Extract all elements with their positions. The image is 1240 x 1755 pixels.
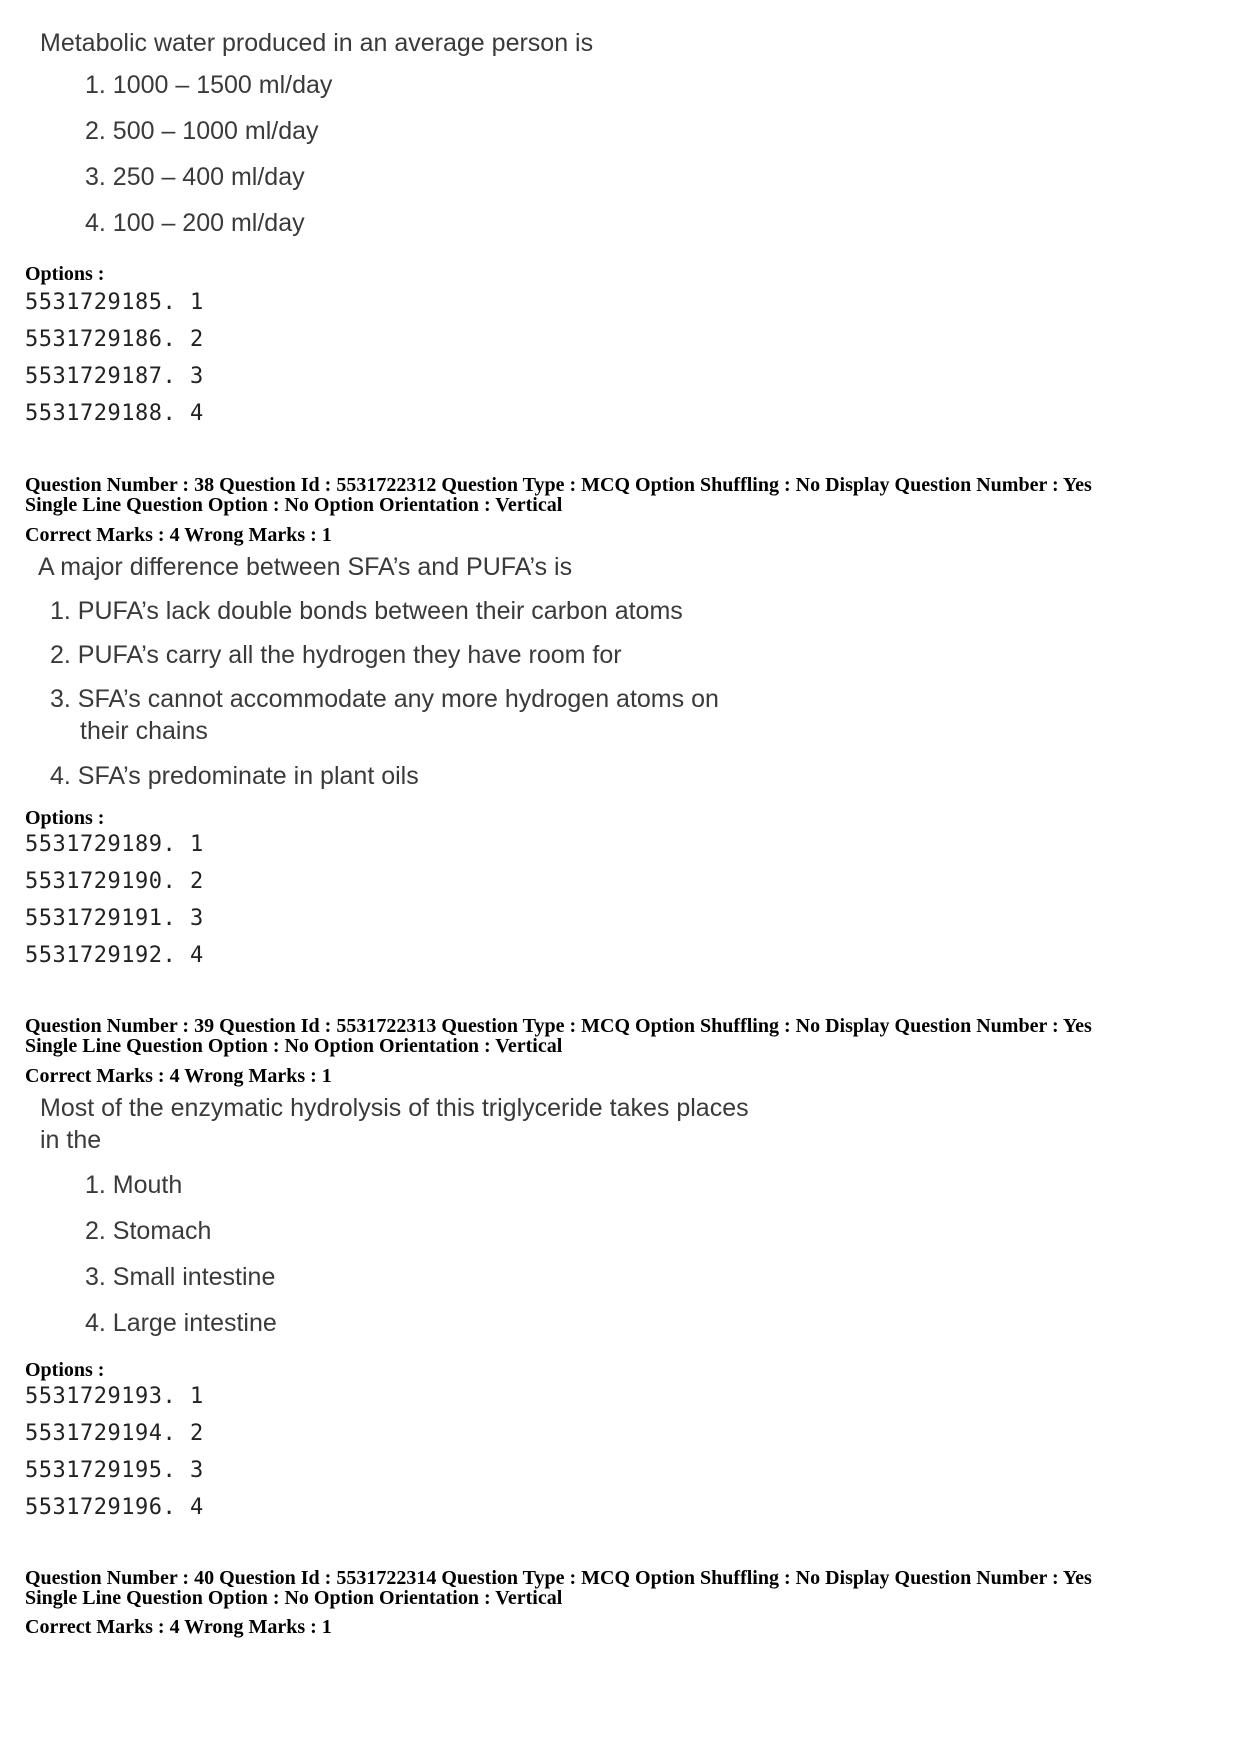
question-38-choice-3: 3. SFA’s cannot accommodate any more hydrogen atoms on	[50, 685, 719, 713]
question-39-header-line2: Single Line Question Option : No Option Orientation : Vertical	[25, 1035, 563, 1057]
question-39-stem-line2: in the	[40, 1126, 102, 1154]
question-37-choice-4: 4. 100 – 200 ml/day	[85, 209, 305, 237]
question-38-header-line1: Question Number : 38 Question Id : 5531722312 Question Type : MCQ Option Shuffling : No Display Question Number : Yes	[25, 474, 1092, 496]
question-39-choice-2: 2. Stomach	[85, 1217, 212, 1245]
question-37-stem: Metabolic water produced in an average person is	[40, 29, 594, 57]
question-38-marks: Correct Marks : 4 Wrong Marks : 1	[25, 524, 332, 546]
question-39-choice-3: 3. Small intestine	[85, 1263, 276, 1291]
question-38-stem: A major difference between SFA’s and PUFA’s is	[38, 553, 573, 581]
question-37-image	[40, 28, 740, 248]
option-id-37-2: 5531729186. 2	[25, 327, 204, 352]
option-id-39-3: 5531729195. 3	[25, 1458, 204, 1483]
question-38-header-line2: Single Line Question Option : No Option Orientation : Vertical	[25, 494, 563, 516]
question-39-stem-line1: Most of the enzymatic hydrolysis of this triglyceride takes places	[40, 1094, 749, 1122]
question-40-marks: Correct Marks : 4 Wrong Marks : 1	[25, 1616, 332, 1638]
option-id-38-1: 5531729189. 1	[25, 832, 204, 857]
option-id-39-4: 5531729196. 4	[25, 1495, 204, 1520]
option-id-39-2: 5531729194. 2	[25, 1421, 204, 1446]
option-id-38-3: 5531729191. 3	[25, 906, 204, 931]
question-38-choice-3-cont: their chains	[80, 717, 208, 745]
question-39-image	[40, 1093, 800, 1343]
question-40-header-line1: Question Number : 40 Question Id : 5531722314 Question Type : MCQ Option Shuffling : No Display Question Number : Yes	[25, 1567, 1092, 1589]
question-39-choice-1: 1. Mouth	[85, 1171, 183, 1199]
option-id-38-4: 5531729192. 4	[25, 943, 204, 968]
option-id-37-1: 5531729185. 1	[25, 290, 204, 315]
question-39-header-line1: Question Number : 39 Question Id : 5531722313 Question Type : MCQ Option Shuffling : No Display Question Number : Yes	[25, 1015, 1092, 1037]
option-id-38-2: 5531729190. 2	[25, 869, 204, 894]
option-id-37-4: 5531729188. 4	[25, 401, 204, 426]
options-label-37: Options :	[25, 263, 105, 285]
option-id-39-1: 5531729193. 1	[25, 1384, 204, 1409]
question-40-header-line2: Single Line Question Option : No Option Orientation : Vertical	[25, 1587, 563, 1609]
question-39-marks: Correct Marks : 4 Wrong Marks : 1	[25, 1065, 332, 1087]
question-37-choice-3: 3. 250 – 400 ml/day	[85, 163, 305, 191]
option-id-37-3: 5531729187. 3	[25, 364, 204, 389]
options-label-38: Options :	[25, 807, 105, 829]
question-38-choice-1: 1. PUFA’s lack double bonds between their carbon atoms	[50, 597, 683, 625]
question-37-choice-1: 1. 1000 – 1500 ml/day	[85, 71, 333, 99]
question-38-choice-4: 4. SFA’s predominate in plant oils	[50, 762, 419, 790]
question-38-choice-2: 2. PUFA’s carry all the hydrogen they have room for	[50, 641, 622, 669]
options-label-39: Options :	[25, 1359, 105, 1381]
question-38-image	[38, 552, 738, 792]
question-37-choice-2: 2. 500 – 1000 ml/day	[85, 117, 319, 145]
question-39-choice-4: 4. Large intestine	[85, 1309, 277, 1337]
